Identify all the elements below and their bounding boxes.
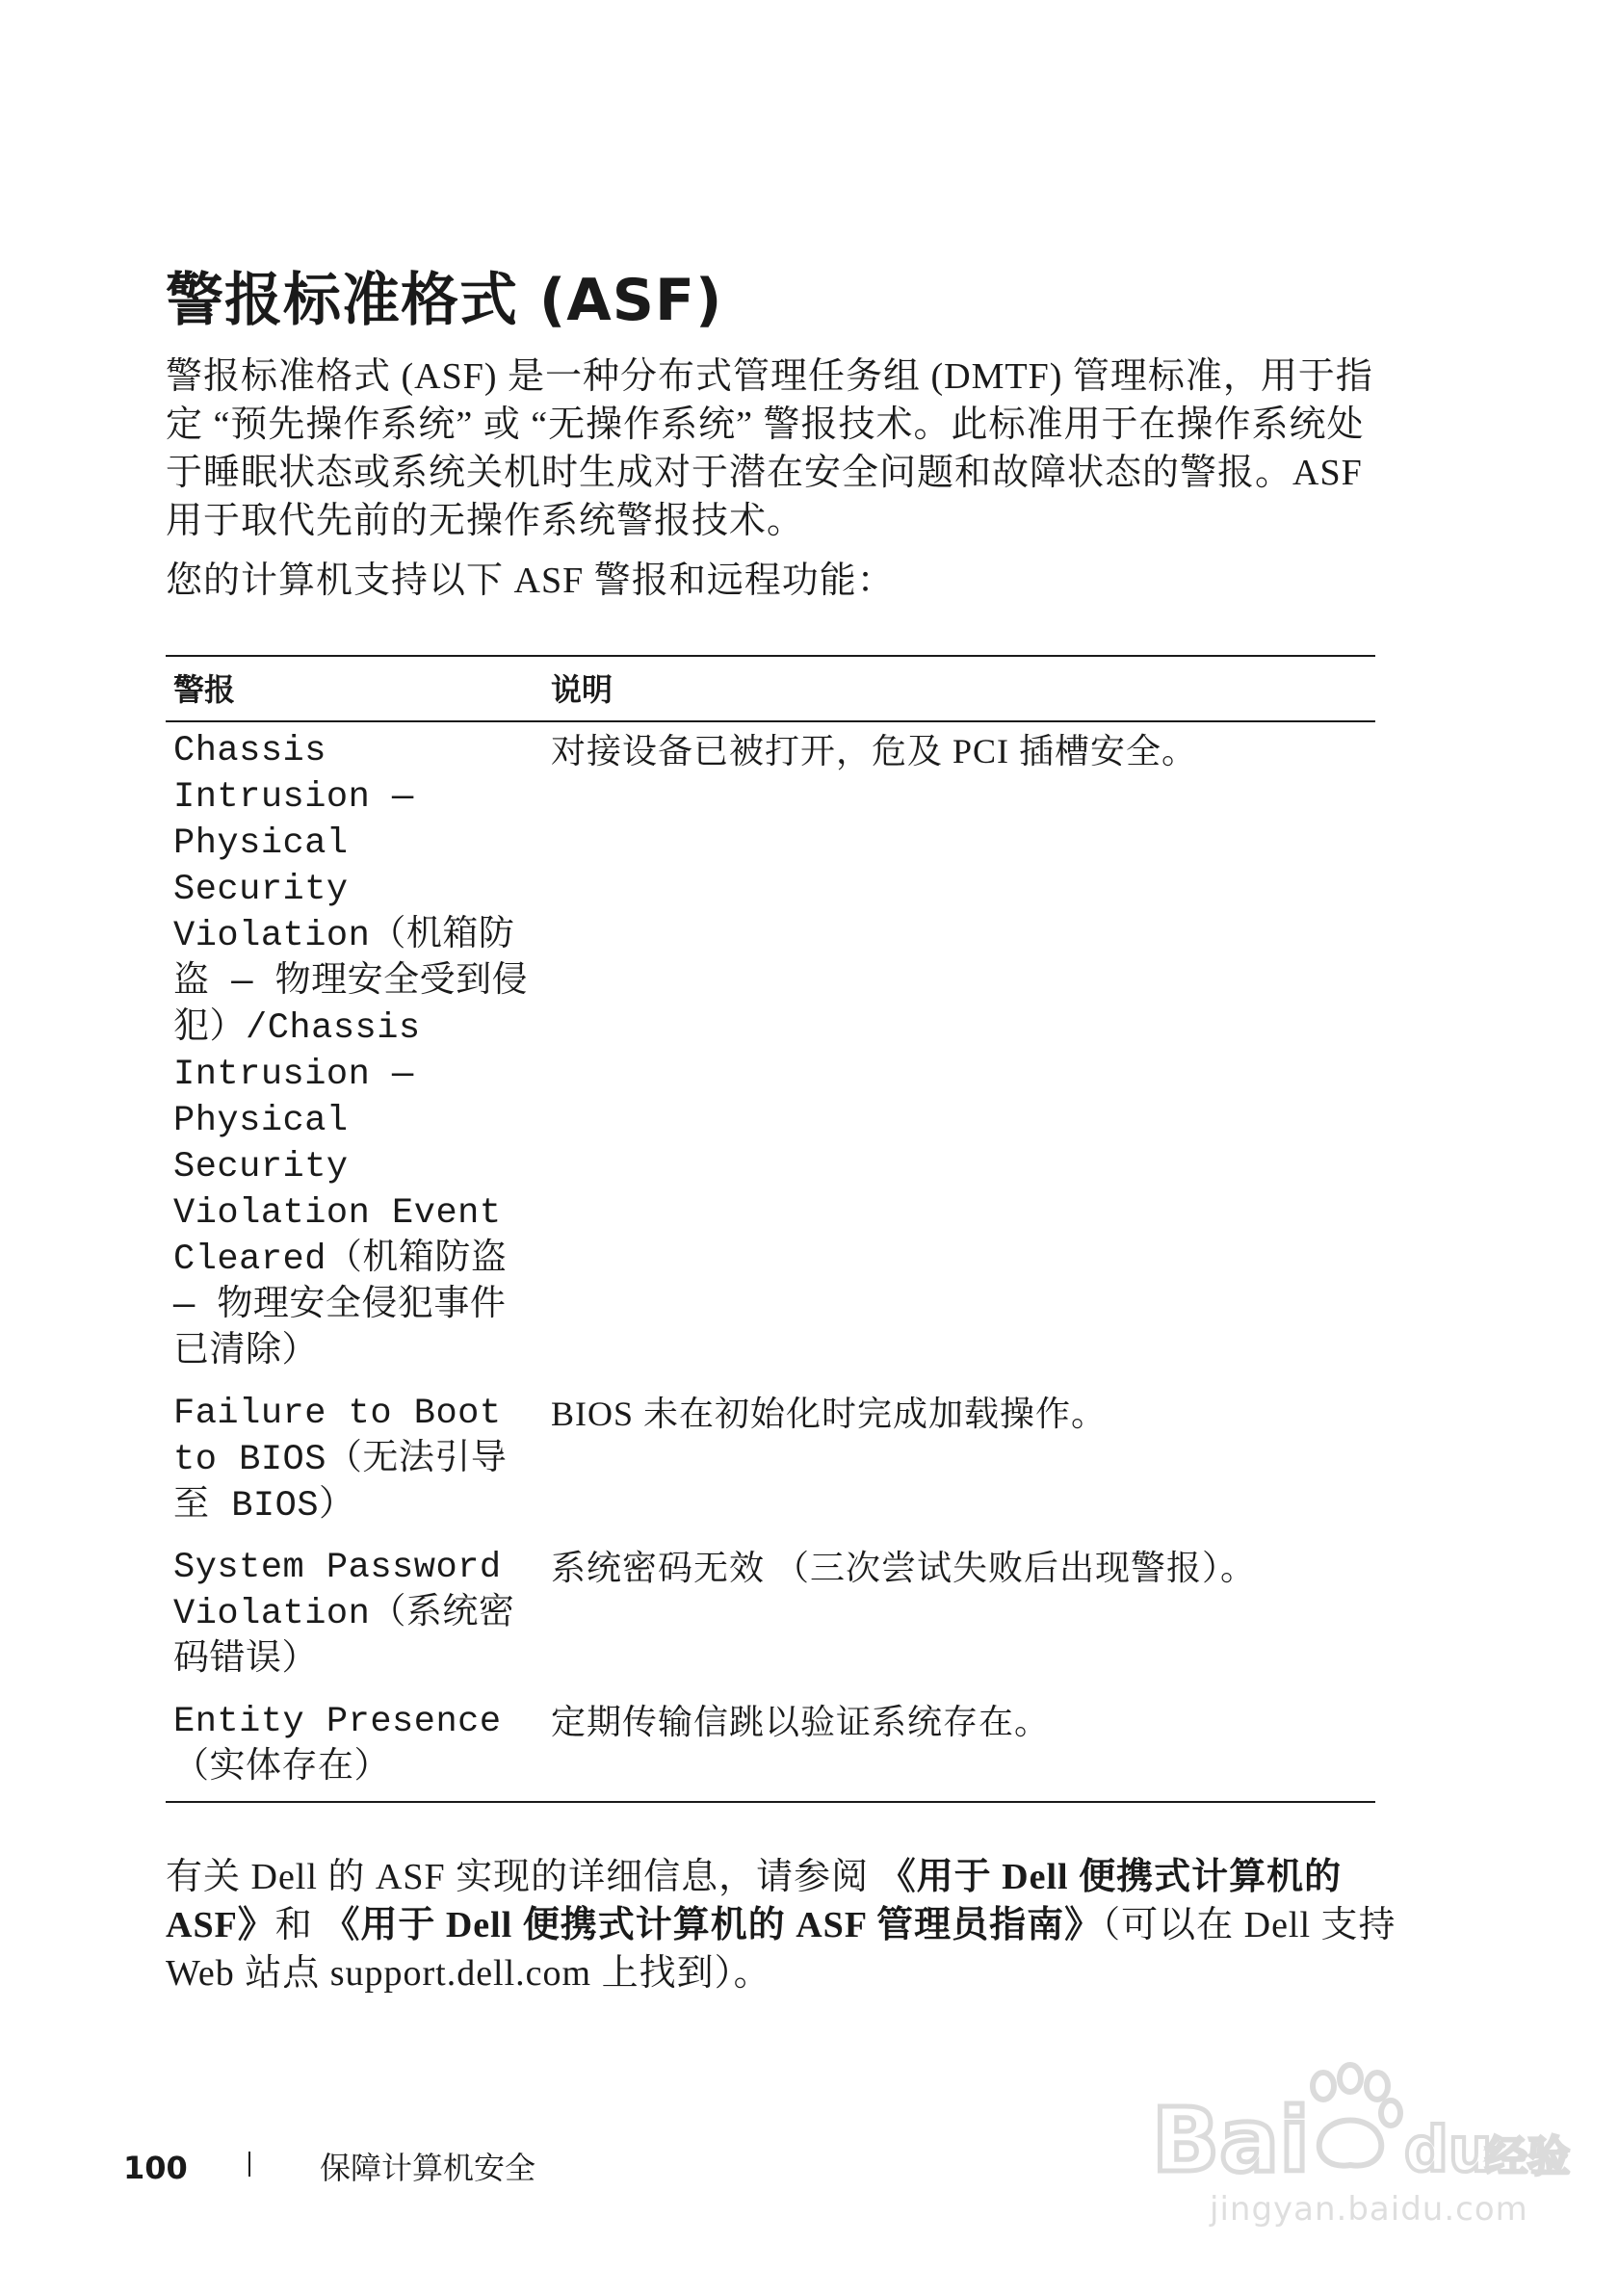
page-footer <box>123 2144 701 2192</box>
footer-divider <box>248 2152 250 2177</box>
header-alert: 警报 <box>166 656 539 721</box>
supported-features-line: 您的计算机支持以下 ASF 警报和远程功能： <box>166 561 895 601</box>
more-info-text-site: （可以在 Dell 支持 Web 站点 support.dell.com 上找到）。 <box>166 1905 1396 1994</box>
page-number: 100 <box>123 2150 188 2186</box>
table-header-row <box>166 656 1375 721</box>
alert-name-cell: Entity Presence （实体存在） <box>166 1693 539 1802</box>
header-description: 说明 <box>539 656 1375 721</box>
table-row <box>166 1693 1375 1802</box>
alerts-table <box>166 655 1375 1803</box>
baidu-paw-logo-icon <box>1152 2065 1570 2200</box>
svg-text:du: du <box>1404 2115 1493 2186</box>
guide-title-asf: 《用于 Dell 便携式计算机的 ASF》 <box>166 1857 1343 1945</box>
section-name: 保障计算机安全 <box>320 2150 536 2186</box>
alerts-table-container <box>166 655 1375 1803</box>
alert-description-cell: 系统密码无效 （三次尝试失败后出现警报）。 <box>551 1549 1257 1587</box>
alert-description-cell: 定期传输信跳以验证系统存在。 <box>539 1693 1375 1802</box>
svg-text:Bai: Bai <box>1152 2089 1310 2192</box>
page-title: 警报标准格式 (ASF) <box>166 267 723 334</box>
alert-name-cell: System Password Violation（系统密码错误） <box>173 1548 515 1681</box>
more-info-text-and: 和 <box>274 1905 324 1945</box>
table-row <box>166 1539 1375 1693</box>
alert-description-cell: 对接设备已被打开，危及 PCI 插槽安全。 <box>551 732 1198 770</box>
intro-paragraph: 警报标准格式 (ASF) 是一种分布式管理任务组 (DMTF) 管理标准，用于指定 “预先操作系统” 或 “无操作系统” 警报技术。此标准用于在操作系统处于睡眠状态或系统关机时生成对于潜在安全问题和故障状态的警报。ASF 用于取代先前的无操作系统警报技术。 <box>166 356 1373 541</box>
guide-title-admin: 《用于 Dell 便携式计算机的 ASF 管理员指南》 <box>323 1905 1103 1945</box>
alert-name-cell: Chassis Intrusion — Physical Security Violation（机箱防盗 — 物理安全受到侵犯）/Chassis Intrusion — Physical Security Violation Event Cleared（机箱防盗 — 物理安全侵犯事件已清除） <box>173 731 529 1372</box>
more-info-paragraph <box>166 1853 1408 1997</box>
more-info-text: 有关 Dell 的 ASF 实现的详细信息，请参阅 <box>166 1857 879 1897</box>
alert-description-cell: BIOS 未在初始化时完成加载操作。 <box>551 1395 1108 1433</box>
baidu-jingyan-watermark <box>1152 2065 1570 2248</box>
watermark-url: jingyan.baidu.com <box>1210 2190 1528 2229</box>
table-row <box>166 1385 1375 1539</box>
table-row <box>166 721 1375 1385</box>
alert-name-cell: Failure to Boot to BIOS（无法引导至 BIOS） <box>173 1394 508 1526</box>
svg-text:经验: 经验 <box>1485 2132 1570 2181</box>
